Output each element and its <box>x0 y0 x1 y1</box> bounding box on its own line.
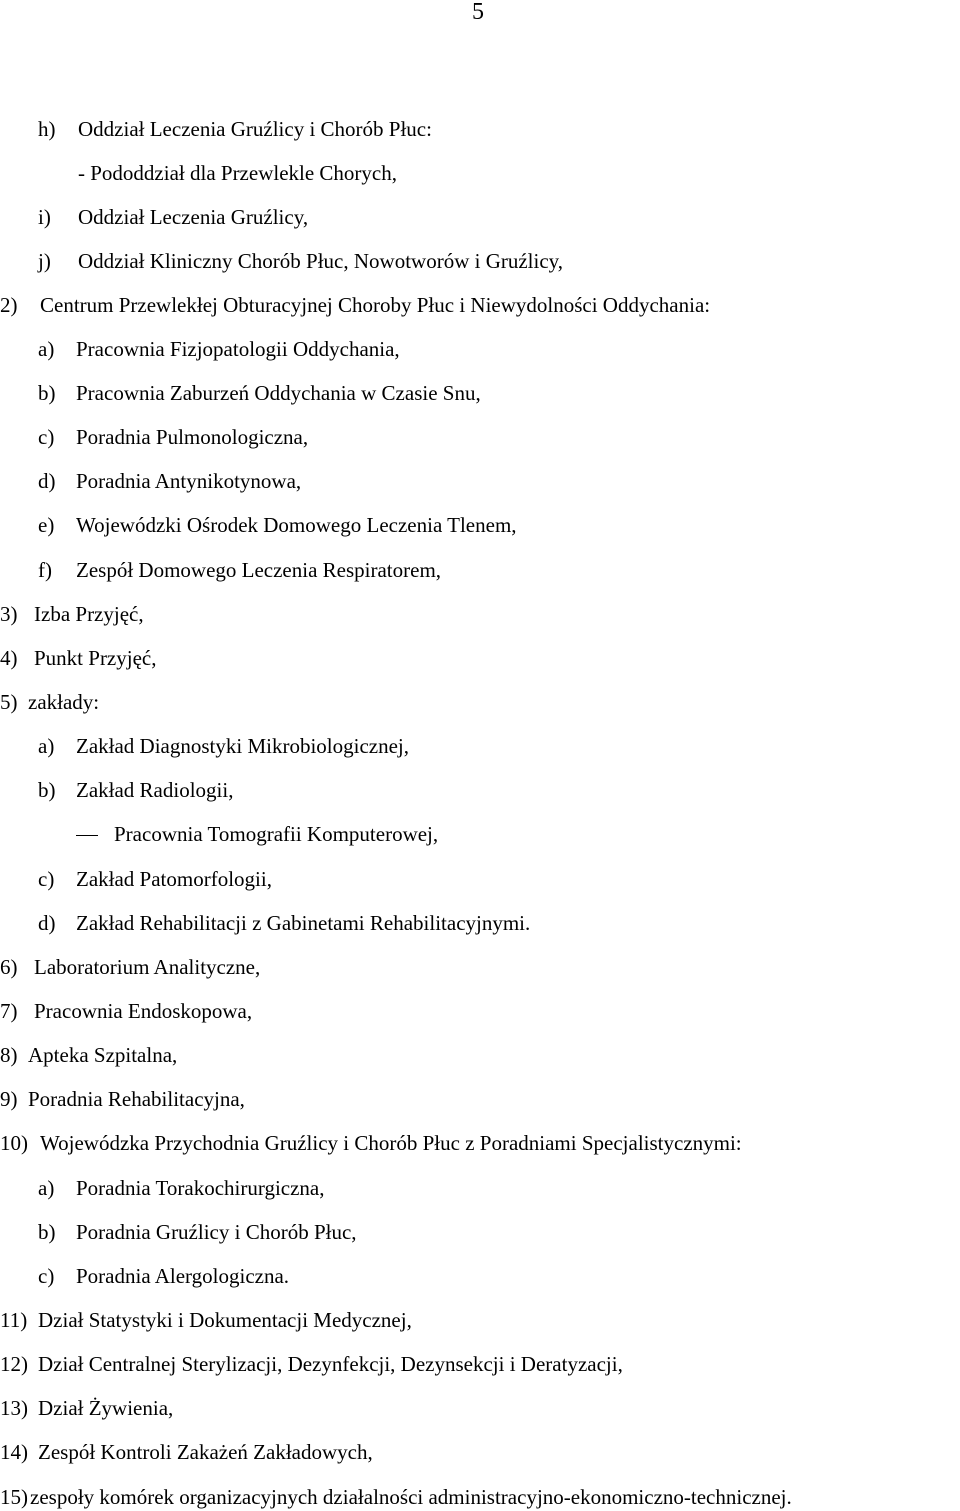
list-marker: 10) <box>0 1131 28 1155</box>
list-marker: i) <box>38 205 51 229</box>
list-item <box>0 1087 245 1111</box>
list-item-text: Poradnia Pulmonologiczna, <box>76 425 309 449</box>
list-item <box>0 1396 173 1420</box>
list-marker: 3) <box>0 602 18 626</box>
list-item-text: Punkt Przyjęć, <box>34 646 157 670</box>
list-marker: 8) <box>0 1043 18 1067</box>
list-item-text: Zakład Diagnostyki Mikrobiologicznej, <box>76 734 410 758</box>
list-item-text: Pracownia Fizjopatologii Oddychania, <box>76 337 400 361</box>
list-item-text: Oddział Leczenia Gruźlicy i Chorób Płuc: <box>78 117 432 141</box>
list-marker: 2) <box>0 293 18 317</box>
list-marker: h) <box>38 117 56 141</box>
list-marker: a) <box>38 1176 55 1200</box>
list-marker: d) <box>38 469 56 493</box>
list-item <box>38 381 481 405</box>
list-item-text: Poradnia Alergologiczna. <box>76 1264 290 1288</box>
list-item <box>0 293 710 317</box>
list-item <box>38 867 272 891</box>
list-marker: j) <box>38 249 51 273</box>
list-item <box>38 337 400 361</box>
list-marker: 14) <box>0 1440 28 1464</box>
list-marker: 9) <box>0 1087 18 1111</box>
list-item-text: Zakład Patomorfologii, <box>76 867 272 891</box>
dash-bullet <box>76 835 98 836</box>
list-item-text: Poradnia Gruźlicy i Chorób Płuc, <box>76 1220 357 1244</box>
list-marker: f) <box>38 558 52 582</box>
list-item-text: Laboratorium Analityczne, <box>34 955 261 979</box>
list-item-text: Oddział Leczenia Gruźlicy, <box>78 205 309 229</box>
list-item <box>38 469 301 493</box>
list-marker: b) <box>38 381 56 405</box>
list-item <box>38 1220 357 1244</box>
list-marker: b) <box>38 1220 56 1244</box>
list-marker: c) <box>38 867 55 891</box>
list-marker: 13) <box>0 1396 28 1420</box>
list-item-text: Wojewódzka Przychodnia Gruźlicy i Chorób Płuc z Poradniami Specjalistycznymi: <box>40 1131 742 1155</box>
list-item <box>38 425 308 449</box>
list-marker: 4) <box>0 646 18 670</box>
list-item <box>38 558 441 582</box>
list-item <box>38 778 233 802</box>
list-item <box>0 999 252 1023</box>
list-item <box>0 690 99 714</box>
list-item <box>0 1131 742 1155</box>
list-item <box>0 1308 412 1332</box>
list-item-text: Zakład Radiologii, <box>76 778 234 802</box>
list-item <box>38 1264 289 1288</box>
list-item <box>38 911 530 935</box>
list-item-text: Poradnia Antynikotynowa, <box>76 469 302 493</box>
list-item-text: Dział Statystyki i Dokumentacji Medycznej, <box>38 1308 412 1332</box>
list-item-text: Dział Żywienia, <box>38 1396 174 1420</box>
list-marker: a) <box>38 337 55 361</box>
list-item-text: Poradnia Torakochirurgiczna, <box>76 1176 325 1200</box>
list-item-text: Pracownia Endoskopowa, <box>34 999 253 1023</box>
list-marker: e) <box>38 513 55 537</box>
list-item <box>38 513 517 537</box>
list-item <box>0 646 156 670</box>
list-item-text: Oddział Kliniczny Chorób Płuc, Nowotworów i Gruźlicy, <box>78 249 564 273</box>
list-item-text: Centrum Przewlekłej Obturacyjnej Choroby Płuc i Niewydolności Oddychania: <box>40 293 711 317</box>
list-marker: 12) <box>0 1352 28 1376</box>
list-item <box>78 161 397 185</box>
list-item-text: Zespół Domowego Leczenia Respiratorem, <box>76 558 442 582</box>
list-marker: c) <box>38 1264 55 1288</box>
list-item <box>76 822 438 846</box>
list-marker: a) <box>38 734 55 758</box>
list-item <box>0 602 144 626</box>
list-item <box>38 117 432 141</box>
list-item <box>0 1043 177 1067</box>
list-item <box>38 734 409 758</box>
list-item-text: zespoły komórek organizacyjnych działalności administracyjno-ekonomiczno-technicznej. <box>30 1485 792 1509</box>
list-item-text: Wojewódzki Ośrodek Domowego Leczenia Tlenem, <box>76 513 517 537</box>
list-marker: c) <box>38 425 55 449</box>
list-marker: 7) <box>0 999 18 1023</box>
page-number: 5 <box>472 0 484 25</box>
list-marker: 5) <box>0 690 18 714</box>
list-item <box>0 1485 792 1509</box>
list-marker: b) <box>38 778 56 802</box>
list-item <box>0 1440 373 1464</box>
list-marker: 15) <box>0 1485 28 1509</box>
list-item-text: Izba Przyjęć, <box>34 602 144 626</box>
list-item-text: Dział Centralnej Sterylizacji, Dezynfekcji, Dezynsekcji i Deratyzacji, <box>38 1352 623 1376</box>
list-item-text: Apteka Szpitalna, <box>28 1043 178 1067</box>
list-item <box>38 1176 325 1200</box>
list-item-text: Pracownia Zaburzeń Oddychania w Czasie Snu, <box>76 381 481 405</box>
list-marker: 11) <box>0 1308 28 1332</box>
list-item <box>38 205 308 229</box>
list-item-text: Zespół Kontroli Zakażeń Zakładowych, <box>38 1440 373 1464</box>
list-marker: 6) <box>0 955 18 979</box>
list-item-text: - Pododdział dla Przewlekle Chorych, <box>78 161 397 185</box>
list-item <box>38 249 563 273</box>
list-item <box>0 1352 623 1376</box>
list-item-text: Poradnia Rehabilitacyjna, <box>28 1087 245 1111</box>
list-item-text: zakłady: <box>28 690 100 714</box>
list-marker: d) <box>38 911 56 935</box>
list-item <box>0 955 260 979</box>
list-item-text: Zakład Rehabilitacji z Gabinetami Rehabilitacyjnymi. <box>76 911 531 935</box>
list-item-text: Pracownia Tomografii Komputerowej, <box>114 822 439 846</box>
